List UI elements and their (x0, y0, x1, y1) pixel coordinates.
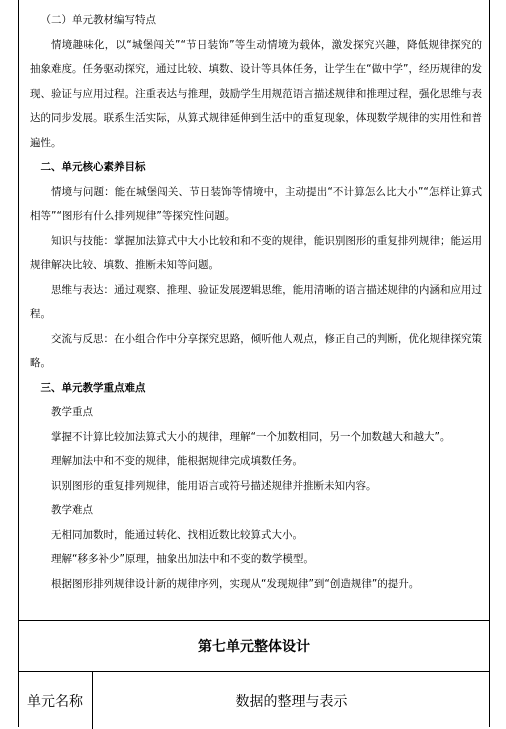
paragraph: 掌握不计算比较加法算式大小的规律，理解“一个加数相同，另一个加数越大和越大”。 (51, 430, 451, 443)
section-subheading: （二）单元教材编写特点 (40, 14, 156, 26)
paragraph: 知识与技能：掌握加法算式中大小比较和和不变的规律，能识别图形的重复排列规律；能运用规律解决比较、填数、推断未知等问题。 (30, 234, 482, 271)
unit-name-label: 单元名称 (18, 672, 93, 729)
sub-heading: 教学难点 (51, 504, 93, 516)
unit-name-value: 数据的整理与表示 (235, 693, 348, 710)
unit-name-row (18, 672, 490, 729)
paragraph: 根据图形排列规律设计新的规律序列，实现从“发现规律”到“创造规律”的提升。 (51, 577, 420, 590)
paragraph: 思维与表达：通过观察、推理、验证发展逻辑思维，能用清晰的语言描述规律的内涵和应用过程。 (30, 283, 482, 320)
paragraph: 理解“移多补少”原理，抽象出加法中和不变的数学模型。 (51, 553, 314, 565)
paragraph: 情境与问题：能在城堡闯关、节日装饰等情境中，主动提出“不计算怎么比大小”“怎样让算式相等”“图形有什么排列规律”等探究性问题。 (30, 185, 482, 222)
sub-heading: 教学重点 (51, 406, 93, 418)
paragraph: 无相同加数时，能通过转化、找相近数比较算式大小。 (51, 528, 303, 541)
paragraph: 识别图形的重复排列规律，能用语言或符号描述规律并推断未知内容。 (51, 479, 377, 492)
unit-table (18, 620, 490, 729)
paragraph: 情境趣味化，以“城堡闯关”“节日装饰”等生动情境为载体，激发探究兴趣，降低规律探究的抽象难度。任务驱动探究，通过比较、填数、设计等具体任务，让学生在“做中学”，经历规律的发现、验证与应用过程。注重表达与推理，鼓励学生用规范语言描述规律和推理过程，强化思维与表达的同步发展。联系生活实际，从算式规律延伸到生活中的重复现象，体现数学规律的实用性和普遍性。 (30, 38, 482, 149)
paragraph: 交流与反思：在小组合作中分享探究思路，倾听他人观点，修正自己的判断，优化规律探究策略。 (30, 332, 482, 369)
section-heading: 三、单元教学重点难点 (40, 381, 146, 394)
paragraph: 理解加法中和不变的规律，能根据规律完成填数任务。 (51, 455, 303, 467)
section-heading: 二、单元核心素养目标 (40, 161, 146, 173)
unit-title: 第七单元整体设计 (18, 621, 490, 672)
document-body (30, 8, 482, 596)
